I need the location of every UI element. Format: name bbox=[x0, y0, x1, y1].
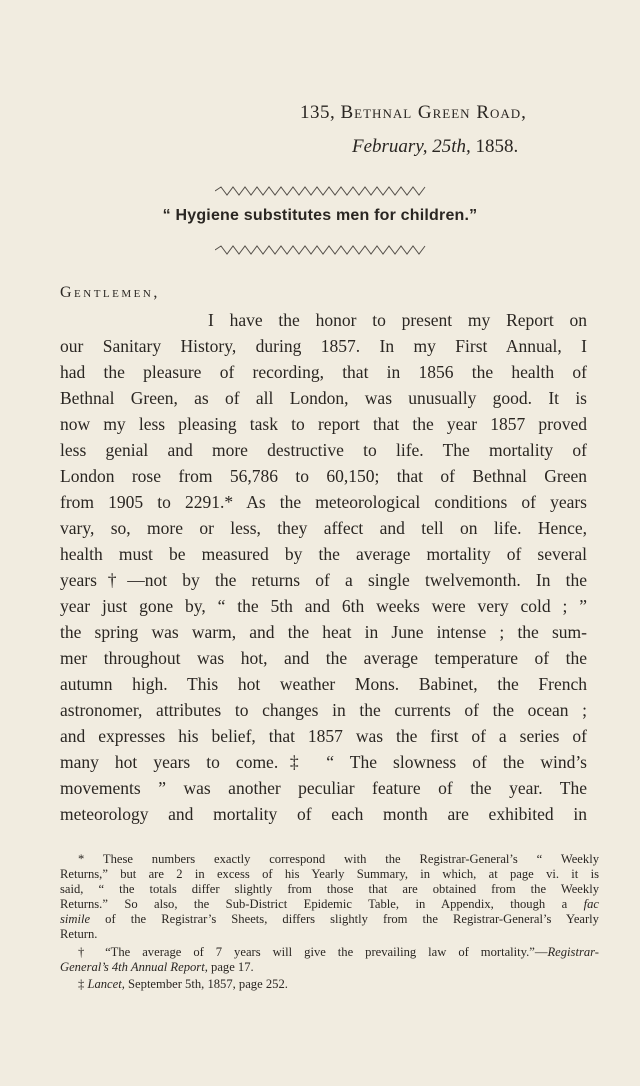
footnote-source: Lancet, bbox=[87, 977, 125, 991]
address-line bbox=[300, 102, 600, 124]
footnote-line: said, “ the totals differ slightly from those that are obtained from the Weekly bbox=[60, 882, 599, 896]
footnote-text: † “The average of 7 years will give the prevailing law of mortality.”— bbox=[78, 945, 548, 959]
body-line: astronomer, attributes to changes in the currents of the ocean ; bbox=[60, 700, 587, 720]
body-line: health must be measured by the average mortality of several bbox=[60, 544, 587, 564]
footnote-italic: fac bbox=[583, 897, 600, 911]
body-line: many hot years to come.‡ “ The slowness of the wind’s bbox=[60, 752, 587, 772]
body-line: years†—not by the returns of a single twelvemonth. In the bbox=[60, 570, 587, 590]
footnote-line bbox=[60, 912, 599, 928]
footnote-text: of the Registrar’s Sheets, differs slightly from the Registrar-General’s Yearly bbox=[105, 912, 599, 926]
body-line: from 1905 to 2291.* As the meteorological conditions of years bbox=[60, 492, 587, 512]
body-line: the spring was warm, and the heat in June intense ; the sum- bbox=[60, 622, 587, 642]
date-month-day: February, 25th, bbox=[352, 136, 471, 157]
body-line: mer throughout was hot, and the average temperature of the bbox=[60, 648, 587, 668]
footnote-line bbox=[60, 897, 599, 913]
footnote-line bbox=[78, 977, 599, 993]
body-line: year just gone by, “ the 5th and 6th weeks were very cold ; ” bbox=[60, 596, 587, 616]
body-line: movements ” was another peculiar feature of the year. The bbox=[60, 778, 587, 798]
footnote-line: Return. bbox=[60, 927, 98, 941]
body-line: Bethnal Green, as of all London, was unusually good. It is bbox=[60, 388, 587, 408]
body-line: had the pleasure of recording, that in 1856 the health of bbox=[60, 362, 587, 382]
body-line: and expresses his belief, that 1857 was the first of a series of bbox=[60, 726, 587, 746]
footnote-line bbox=[60, 960, 599, 976]
date-year: 1858. bbox=[475, 136, 519, 157]
ornamental-rule-top bbox=[215, 186, 435, 196]
footnote-text: page 17. bbox=[211, 960, 254, 974]
body-line: vary, so, more or less, they affect and tell on life. Hence, bbox=[60, 518, 587, 538]
footnote-line bbox=[78, 945, 599, 961]
footnote-source: Registrar- bbox=[547, 945, 599, 959]
body-line: meteorology and mortality of each month are exhibited in bbox=[60, 804, 587, 824]
body-line: our Sanitary History, during 1857. In my First Annual, I bbox=[60, 336, 587, 356]
motto-quote: “ Hygiene substitutes men for children.” bbox=[162, 207, 478, 224]
footnote-italic: simile bbox=[60, 912, 91, 926]
dateline bbox=[352, 136, 602, 158]
footnote-text: September 5th, 1857, page 252. bbox=[128, 977, 288, 991]
salutation: Gentlemen, bbox=[60, 284, 160, 301]
footnote-text: Returns.” So also, the Sub-District Epidemic Table, in Appendix, though a bbox=[60, 897, 568, 911]
body-line: less genial and more destructive to life. The mortality of bbox=[60, 440, 587, 460]
body-line: now my less pleasing task to report that the year 1857 proved bbox=[60, 414, 587, 434]
body-line: I have the honor to present my Report on bbox=[208, 310, 587, 330]
address-number: 135, bbox=[300, 102, 336, 123]
footnote-line: Returns,” but are 2 in excess of his Yearly Summary, in which, at page vi. it is bbox=[60, 867, 599, 881]
footnote-line: * These numbers exactly correspond with the Registrar-General’s “ Weekly bbox=[78, 852, 599, 866]
footnote-source: General’s 4th Annual Report, bbox=[60, 960, 208, 974]
ornamental-rule-bottom bbox=[215, 245, 435, 255]
body-line: autumn high. This hot weather Mons. Babinet, the French bbox=[60, 674, 587, 694]
footnote-mark: ‡ bbox=[78, 977, 85, 991]
body-line: London rose from 56,786 to 60,150; that of Bethnal Green bbox=[60, 466, 587, 486]
address-street: Bethnal Green Road, bbox=[340, 102, 527, 123]
